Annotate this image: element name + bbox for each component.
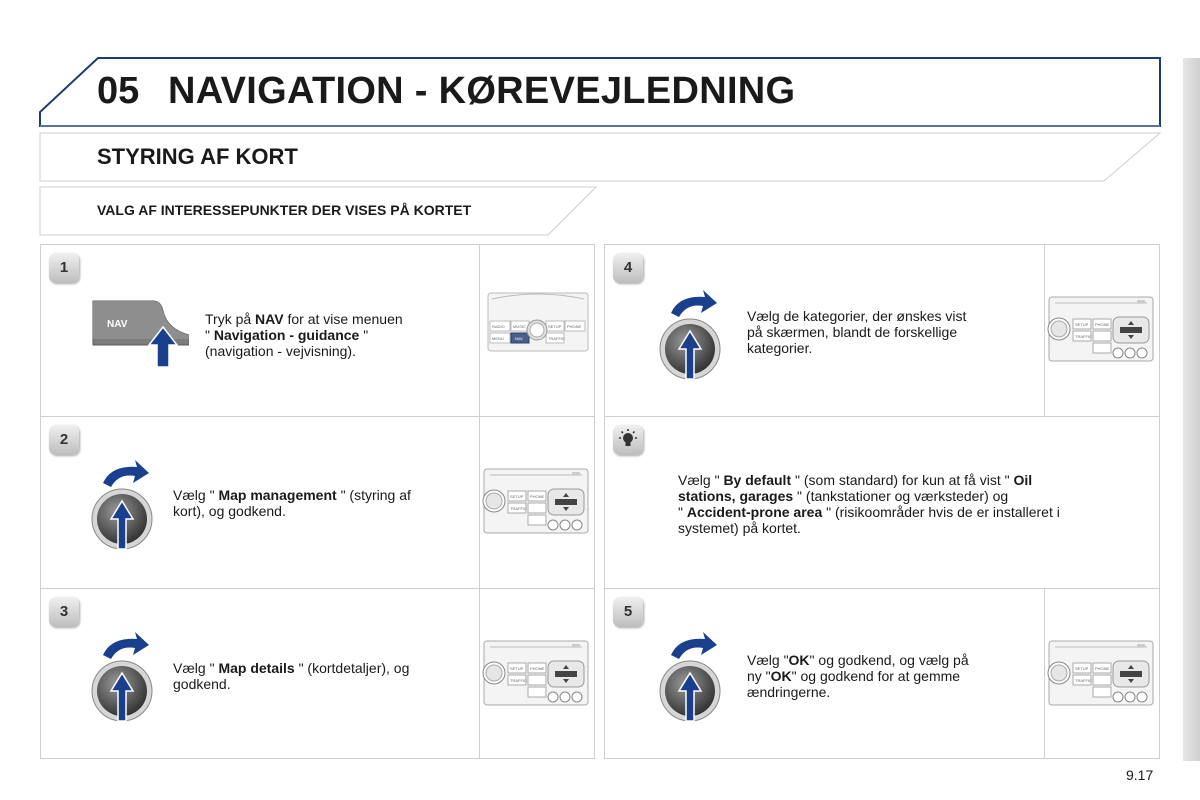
nav-button-icon (89, 295, 189, 375)
step-badge: 4 (613, 253, 643, 283)
radio-image (479, 417, 594, 588)
page-number: 9.17 (1126, 767, 1154, 783)
tip-badge (613, 425, 643, 455)
svg-text:SETUP: SETUP (510, 494, 524, 499)
rotate-arrow-icon (671, 290, 717, 317)
radio-image (479, 589, 594, 758)
side-tab (1183, 58, 1200, 761)
step-panel-1 (40, 244, 595, 417)
radio-unit-mini-icon (1045, 245, 1158, 416)
svg-text:TRAFFIC: TRAFFIC (1075, 334, 1092, 339)
step-badge: 2 (49, 425, 79, 455)
svg-text:SETUP: SETUP (548, 324, 562, 329)
tip-text: Vælg " By default " (som standard) for kun at få vist " Oil stations, garages " (tankstationer og værksteder) og " Accident-prone area " (risikoområder hvis de er installeret i systemet) på kortet. (678, 472, 1060, 536)
rotary-knob-icon (91, 629, 157, 725)
step-text: Vælg " Map details " (kortdetaljer), og godkend. (173, 660, 410, 692)
step-text: Vælg de kategorier, der ønskes vist på skærmen, blandt de forskellige kategorier. (747, 308, 967, 356)
step-badge: 5 (613, 597, 643, 627)
svg-text:SETUP: SETUP (510, 666, 524, 671)
rotate-arrow-icon (671, 632, 717, 659)
svg-text:PHONE: PHONE (530, 494, 545, 499)
svg-text:TRAFFIC: TRAFFIC (510, 506, 527, 511)
svg-text:NAV: NAV (515, 336, 523, 341)
rotary-knob-icon (659, 629, 725, 725)
svg-text:SETUP: SETUP (1075, 666, 1089, 671)
svg-text:RADIO: RADIO (492, 324, 505, 329)
svg-text:SETUP: SETUP (1075, 322, 1089, 327)
svg-text:TRAFFIC: TRAFFIC (1075, 678, 1092, 683)
step-text: Vælg "OK" og godkend, og vælg på ny "OK" og godkend for at gemme ændringerne. (747, 652, 969, 700)
svg-text:PHONE: PHONE (567, 324, 582, 329)
svg-text:MUSIC: MUSIC (513, 324, 526, 329)
step-panel-2 (40, 416, 595, 589)
chapter-number: 05 (97, 70, 140, 112)
rotate-arrow-icon (103, 632, 149, 659)
tip-panel (604, 416, 1160, 589)
rotary-knob-icon (659, 287, 725, 383)
svg-text:MENU: MENU (492, 336, 504, 341)
lightbulb-icon (613, 425, 643, 455)
radio-unit-mini-icon (1045, 589, 1158, 760)
step-badge: 1 (49, 253, 79, 283)
radio-image (479, 245, 594, 416)
step-panel-5 (604, 588, 1160, 759)
svg-text:PHONE: PHONE (1095, 322, 1110, 327)
radio-image (1044, 245, 1159, 416)
radio-unit-mini-icon (480, 417, 593, 588)
svg-text:TRAFFIC: TRAFFIC (510, 678, 527, 683)
rotary-knob-icon (91, 457, 157, 553)
radio-unit-mini-icon (480, 589, 593, 760)
rotate-arrow-icon (103, 460, 149, 487)
svg-text:TRAFFIC: TRAFFIC (548, 336, 565, 341)
radio-unit-full-icon (480, 245, 593, 416)
section-title: STYRING AF KORT (97, 144, 298, 169)
radio-image (1044, 589, 1159, 758)
svg-text:PHONE: PHONE (530, 666, 545, 671)
step-text: Vælg " Map management " (styring af kort), og godkend. (173, 487, 411, 519)
subsection-title: VALG AF INTERESSEPUNKTER DER VISES PÅ KORTET (97, 202, 472, 218)
svg-text:PHONE: PHONE (1095, 666, 1110, 671)
step-text: Tryk på NAV for at vise menuen " Navigation - guidance " (navigation - vejvisning). (205, 311, 403, 359)
step-panel-3 (40, 588, 595, 759)
nav-label: NAV (107, 319, 128, 330)
step-badge: 3 (49, 597, 79, 627)
step-panel-4 (604, 244, 1160, 417)
chapter-title: NAVIGATION - KØREVEJLEDNING (168, 70, 796, 112)
